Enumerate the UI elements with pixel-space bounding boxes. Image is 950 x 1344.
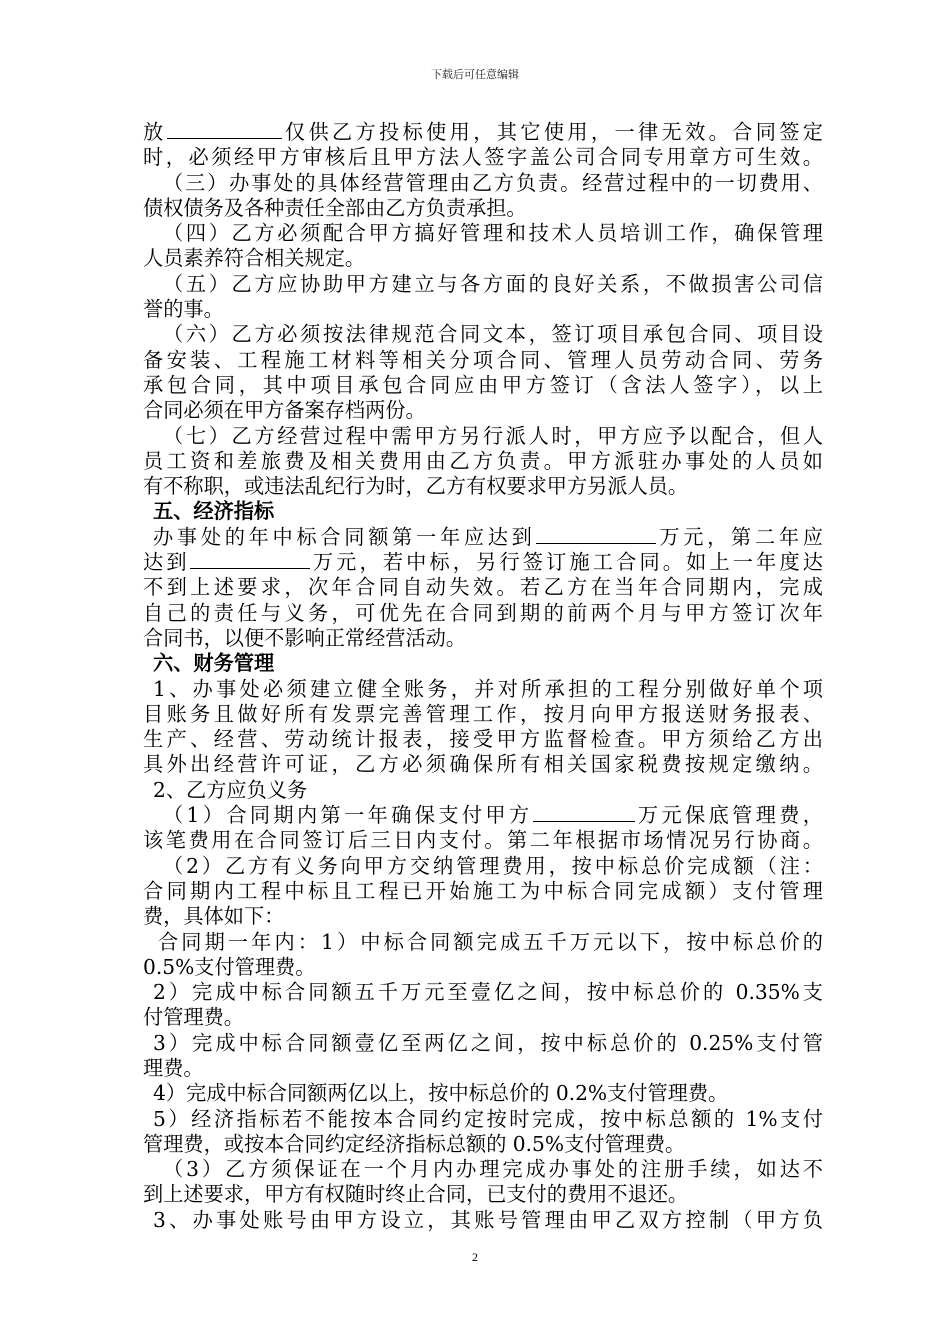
fill-in-blank [167,120,282,139]
text-line-38: 理费。 [143,1055,204,1080]
text-line-41: 管理费，或按本合同约定经济指标总额的 0.5%支付管理费。 [143,1131,686,1156]
fill-in-blank [533,803,635,822]
text-line-7: （五）乙方应协助甲方建立与各方面的良好关系，不做损害公司信 [163,271,823,296]
text-line-24: 目账务且做好所有发票完善管理工作，按月向甲方报送财务报表、 [143,701,823,726]
text-line-8: 誉的事。 [143,297,224,322]
text-line-9: （六）乙方必须按法律规范合同文本，签订项目承包合同、项目设 [163,322,823,347]
text-line-35: 2）完成中标合同额五千万元至壹亿之间，按中标总价的 0.35%支 [153,980,823,1005]
page-header-note: 下载后可任意编辑 [431,68,519,81]
text-line-28 [143,803,823,828]
line-1-start: 放 [143,120,167,144]
line-17-start: 办事处的年中标合同额第一年应达到 [153,524,536,549]
text-line-13: （七）乙方经营过程中需甲方另行派人时，甲方应予以配合，但人 [163,423,823,448]
text-line-3: （三）办事处的具体经营管理由乙方负责。经营过程中的一切费用、 [163,170,823,195]
text-line-21: 合同书，以便不影响正常经营活动。 [143,625,467,650]
text-line-18 [143,550,823,575]
text-line-14: 员工资和差旅费及相关费用由乙方负责。甲方派驻办事处的人员如 [143,448,823,473]
page-number: 2 [472,1250,478,1264]
text-line-2: 时，必须经甲方审核后且甲方法人签字盖公司合同专用章方可生效。 [143,145,823,170]
text-line-44: 3、办事处账号由甲方设立，其账号管理由甲乙双方控制（甲方负 [153,1207,823,1232]
text-line-10: 备安装、工程施工材料等相关分项合同、管理人员劳动合同、劳务 [143,347,823,372]
text-line-32: 费，具体如下： [143,904,285,929]
text-line-25: 生产、经营、劳动统计报表，接受甲方监督检查。甲方须给乙方出 [143,727,823,752]
text-line-36: 付管理费。 [143,1005,244,1030]
text-line-1 [143,120,823,145]
section-heading-5: 五、经济指标 [153,499,275,524]
text-line-31: 合同期内工程中标且工程已开始施工为中标合同完成额）支付管理 [143,878,823,903]
text-line-26: 具外出经营许可证，乙方必须确保所有相关国家税费按规定缴纳。 [143,752,823,777]
contract-body [143,120,823,1233]
fill-in-blank [190,550,310,569]
text-line-6: 人员素养符合相关规定。 [143,246,366,271]
text-line-43: 到上述要求，甲方有权随时终止合同，已支付的费用不退还。 [143,1182,689,1207]
text-line-27: 2、乙方应负义务 [153,777,308,802]
fill-in-blank [536,525,656,544]
line-18-end: 万元，若中标，另行签订施工合同。如上一年度达 [309,550,823,575]
text-line-20: 自己的责任与义务，可优先在合同到期的前两个月与甲方签订次年 [143,600,823,625]
text-line-5: （四）乙方必须配合甲方搞好管理和技术人员培训工作，确保管理 [163,221,823,246]
text-line-15: 有不称职，或违法乱纪行为时，乙方有权要求甲方另派人员。 [143,474,689,499]
text-line-23: 1、办事处必须建立健全账务，并对所承担的工程分别做好单个项 [153,676,823,701]
line-18-start: 达到 [143,550,190,575]
line-28-end: 万元保底管理费， [634,803,823,828]
text-line-39: 4）完成中标合同额两亿以上，按中标总价的 0.2%支付管理费。 [153,1081,729,1106]
text-line-11: 承包合同，其中项目承包合同应由甲方签订（含法人签字），以上 [143,372,823,397]
text-line-34: 0.5%支付管理费。 [143,954,316,979]
text-line-33: 合同期一年内：1）中标合同额完成五千万元以下，按中标总价的 [158,929,823,954]
text-line-40: 5）经济指标若不能按本合同约定按时完成，按中标总额的 1%支付 [153,1106,823,1131]
text-line-29: 该笔费用在合同签订后三日内支付。第二年根据市场情况另行协商。 [143,828,823,853]
text-line-30: （2）乙方有义务向甲方交纳管理费用，按中标总价完成额（注： [163,853,823,878]
section-heading-6: 六、财务管理 [153,651,275,676]
line-17-end: 万元，第二年应 [655,524,823,549]
text-line-17 [143,525,823,550]
text-line-37: 3）完成中标合同额壹亿至两亿之间，按中标总价的 0.25%支付管 [153,1030,823,1055]
line-28-start: （1）合同期内第一年确保支付甲方 [163,803,533,828]
text-line-42: （3）乙方须保证在一个月内办理完成办事处的注册手续，如达不 [163,1157,823,1182]
text-line-4: 债权债务及各种责任全部由乙方负责承担。 [143,195,527,220]
line-1-end: 仅供乙方投标使用，其它使用，一律无效。合同签定 [281,120,823,144]
text-line-19: 不到上述要求，次年合同自动失效。若乙方在当年合同期内，完成 [143,575,823,600]
text-line-12: 合同必须在甲方备案存档两份。 [143,398,426,423]
